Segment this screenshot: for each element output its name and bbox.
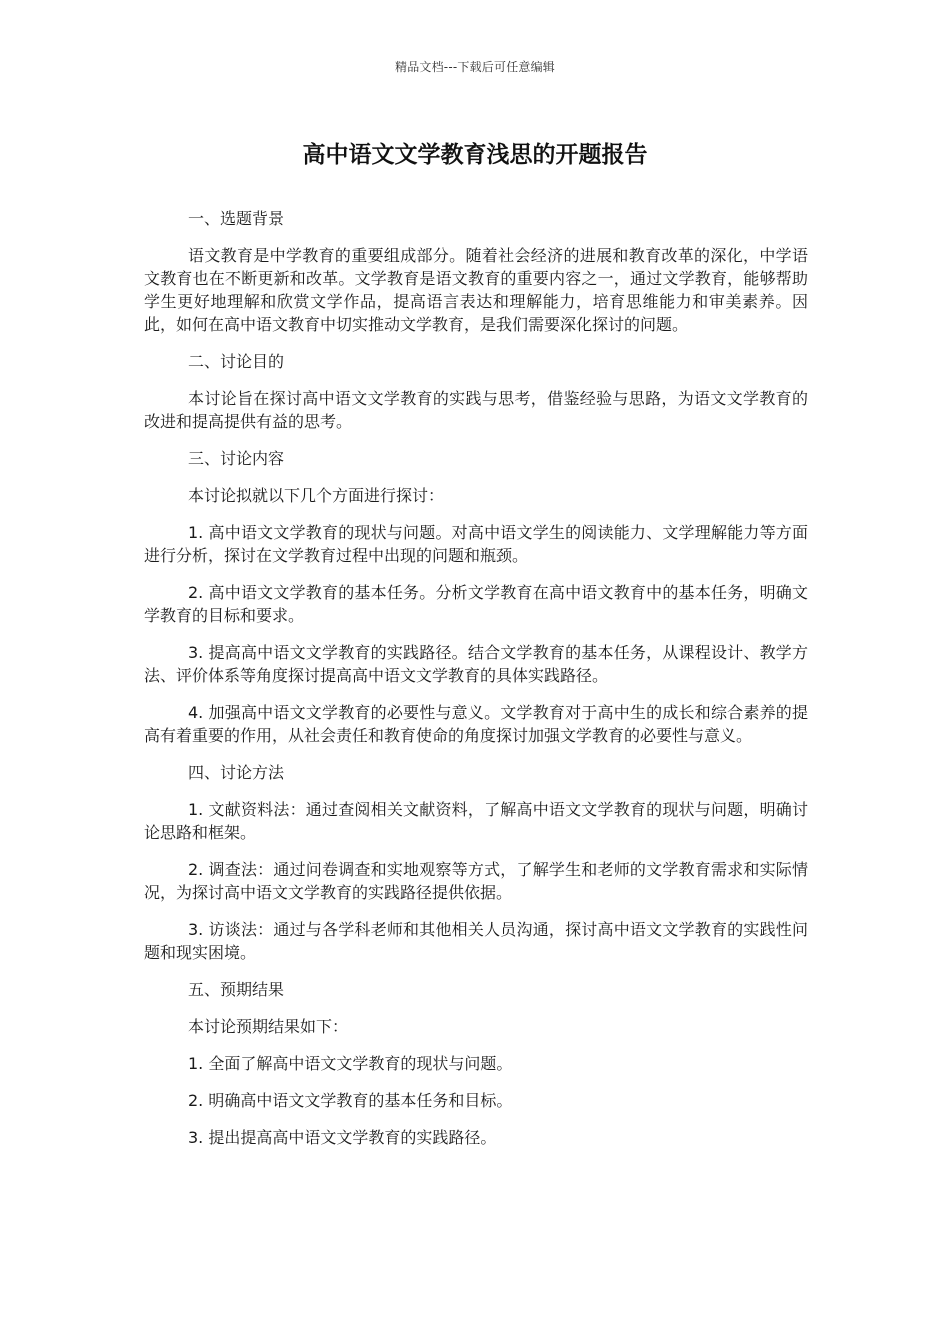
document-title: 高中语文文学教育浅思的开题报告 bbox=[302, 142, 648, 168]
list-item: 2. 调查法：通过问卷调查和实地观察等方式，了解学生和老师的文学教育需求和实际情况，为探讨高中语文文学教育的实践路径提供依据。 bbox=[144, 860, 808, 902]
list-item: 2. 高中语文文学教育的基本任务。分析文学教育在高中语文教育中的基本任务，明确文学教育的目标和要求。 bbox=[144, 583, 808, 625]
paragraph: 语文教育是中学教育的重要组成部分。随着社会经济的进展和教育改革的深化，中学语文教育也在不断更新和改革。文学教育是语文教育的重要内容之一，通过文学教育，能够帮助学生更好地理解和欣赏文学作品，提高语言表达和理解能力，培育思维能力和审美素养。因此，如何在高中语文教育中切实推动文学教育，是我们需要深化探讨的问题。 bbox=[144, 246, 808, 334]
paragraph: 本讨论旨在探讨高中语文文学教育的实践与思考，借鉴经验与思路，为语文文学教育的改进和提高提供有益的思考。 bbox=[144, 389, 808, 431]
list-item: 1. 全面了解高中语文文学教育的现状与问题。 bbox=[188, 1054, 513, 1073]
paragraph: 本讨论拟就以下几个方面进行探讨： bbox=[188, 486, 445, 505]
list-item: 3. 访谈法：通过与各学科老师和其他相关人员沟通，探讨高中语文文学教育的实践性问题和现实困境。 bbox=[144, 920, 808, 962]
section-heading: 三、讨论内容 bbox=[188, 449, 285, 468]
list-item: 3. 提出提高高中语文文学教育的实践路径。 bbox=[188, 1128, 497, 1147]
header-note: 精品文档---下载后可任意编辑 bbox=[395, 60, 555, 74]
list-item: 4. 加强高中语文文学教育的必要性与意义。文学教育对于高中生的成长和综合素养的提高有着重要的作用，从社会责任和教育使命的角度探讨加强文学教育的必要性与意义。 bbox=[144, 703, 808, 745]
list-item: 3. 提高高中语文文学教育的实践路径。结合文学教育的基本任务，从课程设计、教学方法、评价体系等角度探讨提高高中语文文学教育的具体实践路径。 bbox=[144, 643, 808, 685]
paragraph: 本讨论预期结果如下： bbox=[188, 1017, 349, 1036]
section-heading: 四、讨论方法 bbox=[188, 763, 285, 782]
section-heading: 一、选题背景 bbox=[188, 209, 285, 228]
section-heading: 二、讨论目的 bbox=[188, 352, 285, 371]
section-heading: 五、预期结果 bbox=[188, 980, 285, 999]
document-body bbox=[144, 207, 808, 1163]
list-item: 1. 高中语文文学教育的现状与问题。对高中语文学生的阅读能力、文学理解能力等方面进行分析，探讨在文学教育过程中出现的问题和瓶颈。 bbox=[144, 523, 808, 565]
list-item: 1. 文献资料法：通过查阅相关文献资料，了解高中语文文学教育的现状与问题，明确讨论思路和框架。 bbox=[144, 800, 808, 842]
list-item: 2. 明确高中语文文学教育的基本任务和目标。 bbox=[188, 1091, 513, 1110]
